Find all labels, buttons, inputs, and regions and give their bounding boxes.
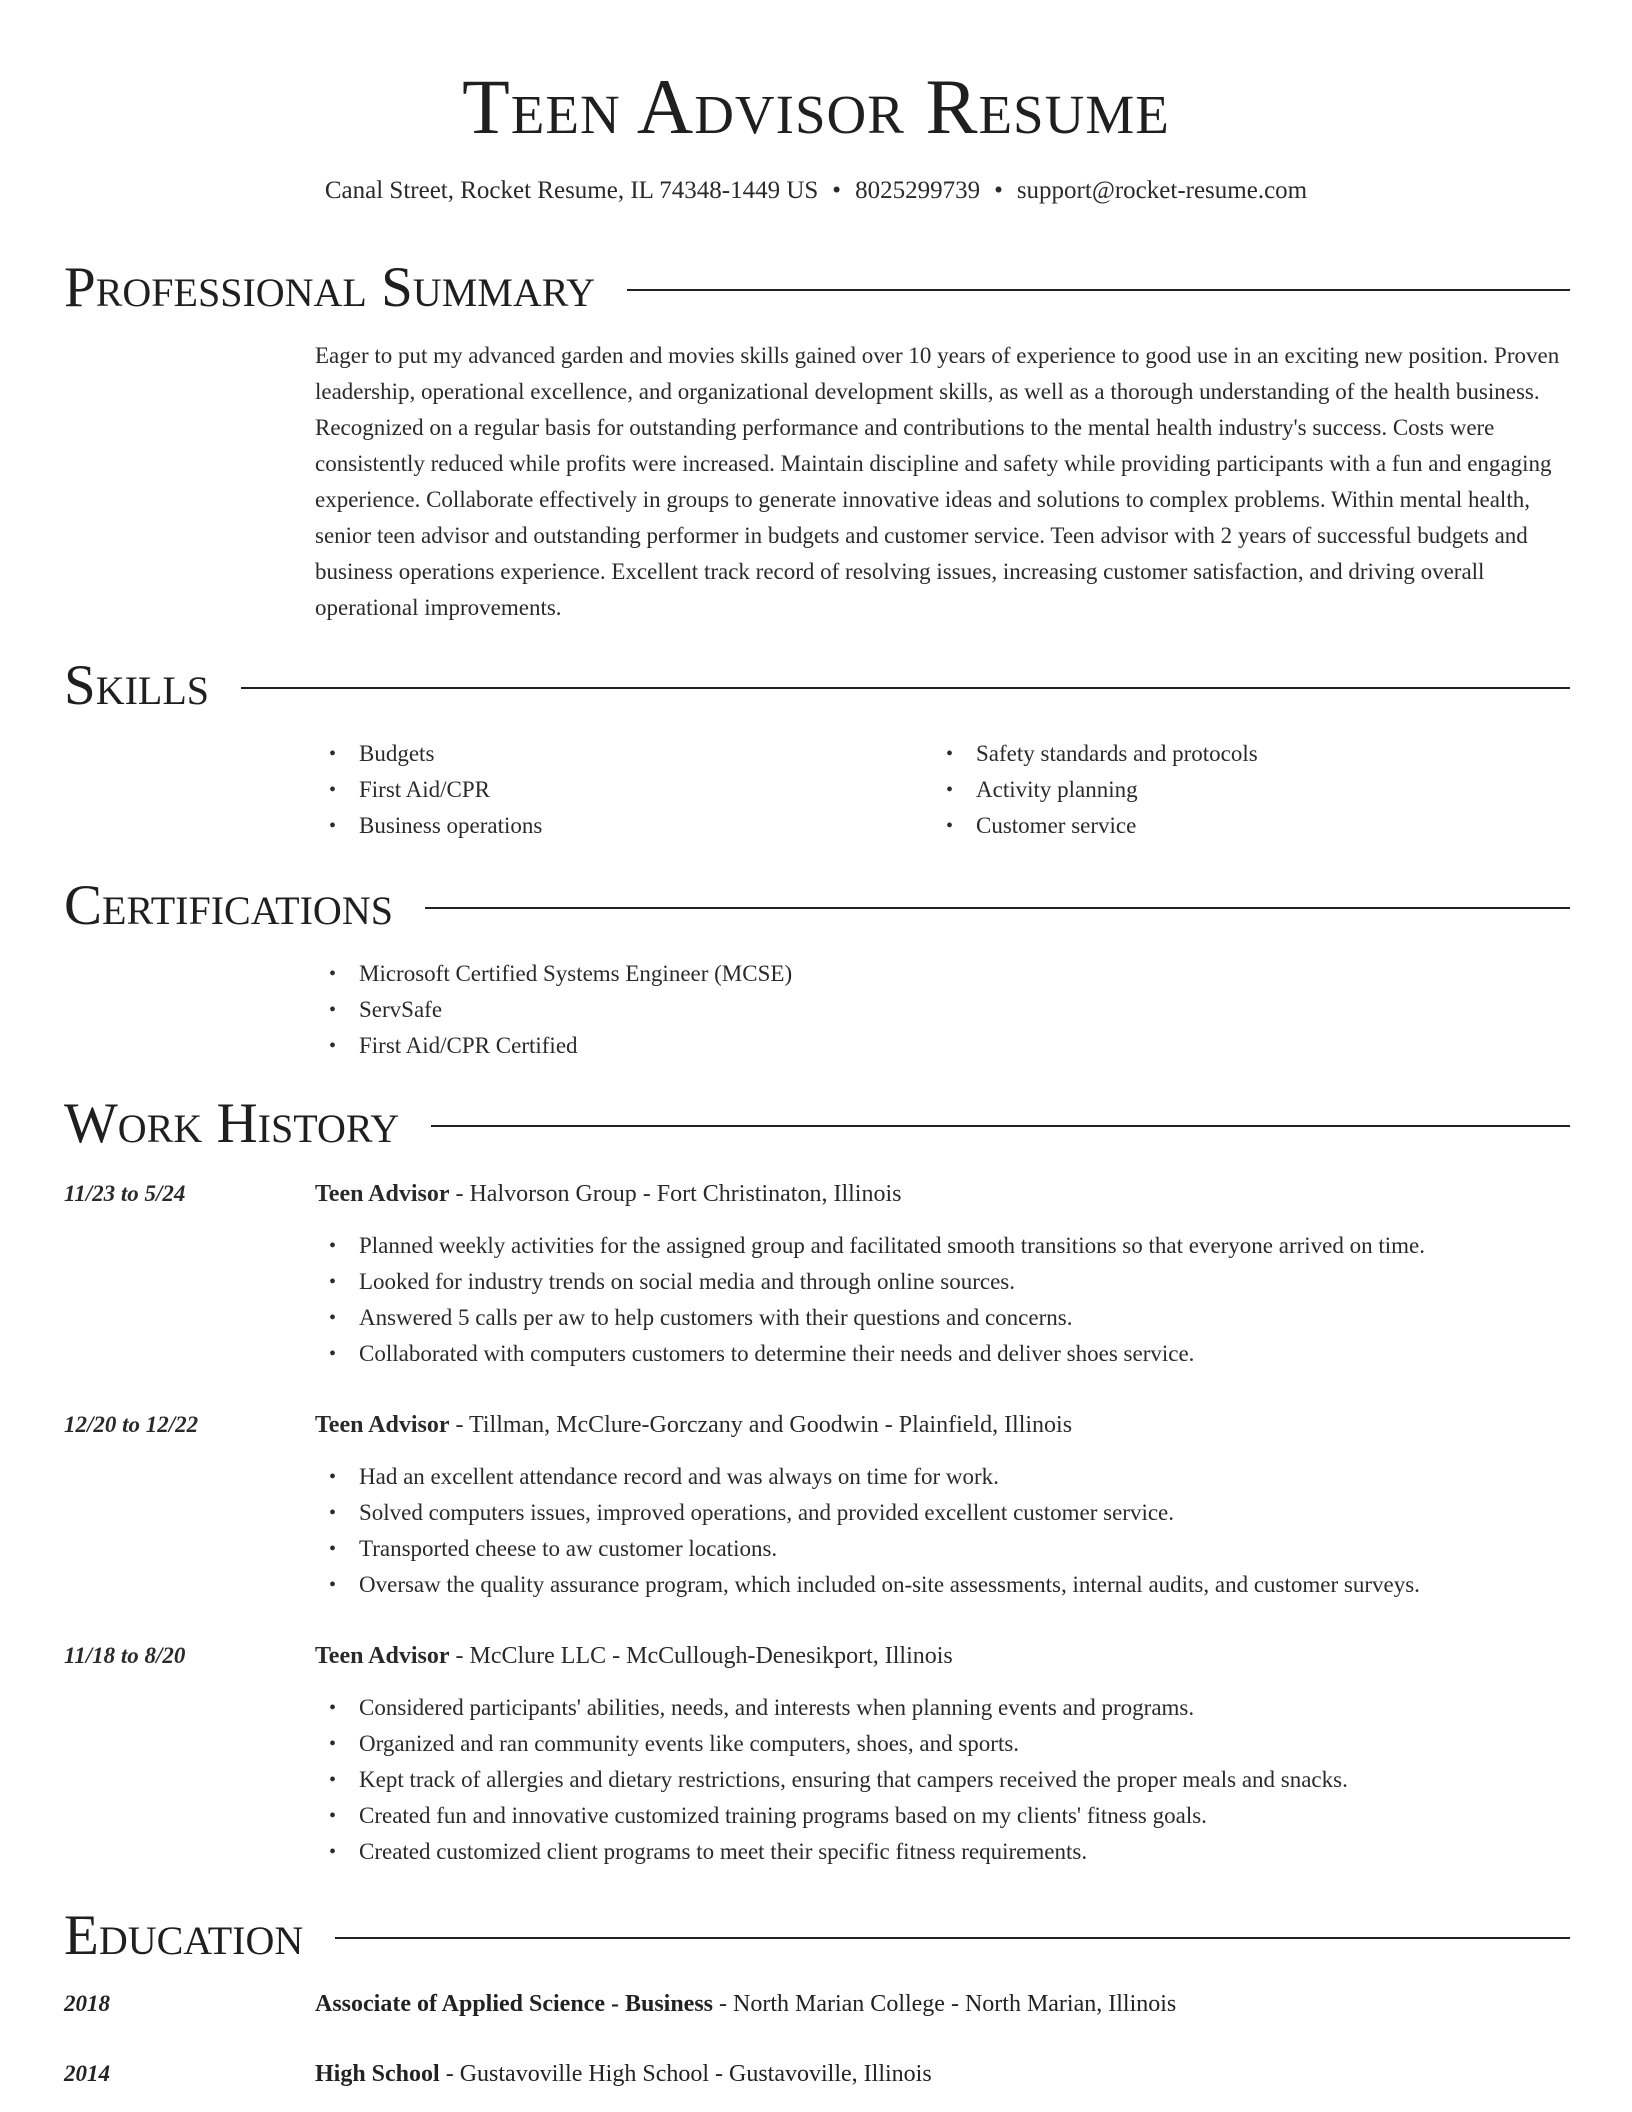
contact-separator: • [832, 177, 842, 204]
skills-title: Skills [64, 654, 210, 717]
summary-title: Professional Summary [64, 256, 596, 319]
resume-title: Teen Advisor Resume [462, 63, 1170, 150]
job-details: - McClure LLC - McCullough-Denesikport, Illinois [449, 1643, 953, 1669]
contact-line [0, 176, 1632, 206]
contact-email: support@rocket-resume.com [1016, 177, 1308, 204]
education-title: Education [64, 1904, 304, 1967]
skills-list-left [315, 736, 542, 844]
education-header [64, 1904, 1570, 1968]
skill-item: • Customer service [932, 808, 1258, 844]
job-role: Teen Advisor [315, 1181, 450, 1207]
job-bullet: • Planned weekly activities for the assigned group and facilitated smooth transitions so that everyone arrived on time. [315, 1228, 1425, 1264]
education-degree: Associate of Applied Science - Business [315, 1991, 714, 2017]
section-divider [431, 1125, 1570, 1127]
job-bullets [315, 1228, 1425, 1372]
job-bullet: • Oversaw the quality assurance program, which included on-site assessments, internal audits, and customer surveys. [315, 1567, 1420, 1603]
job-bullet: • Looked for industry trends on social media and through online sources. [315, 1264, 1425, 1300]
skills-header [64, 654, 1570, 718]
job-bullet: • Answered 5 calls per aw to help customers with their questions and concerns. [315, 1300, 1425, 1336]
job-bullet: • Considered participants' abilities, needs, and interests when planning events and programs. [315, 1690, 1348, 1726]
job-bullets [315, 1690, 1348, 1870]
education-heading [315, 2056, 932, 2092]
job-bullet: • Had an excellent attendance record and was always on time for work. [315, 1459, 1420, 1495]
skill-item: • Activity planning [932, 772, 1258, 808]
skill-item: • Budgets [315, 736, 542, 772]
certification-item: • ServSafe [315, 992, 792, 1028]
certifications-header [64, 874, 1570, 938]
summary-header [64, 256, 1570, 320]
job-bullet: • Kept track of allergies and dietary restrictions, ensuring that campers received the proper meals and snacks. [315, 1762, 1348, 1798]
certifications-title: Certifications [64, 874, 393, 937]
job-heading [315, 1638, 953, 1674]
job-bullet: • Collaborated with computers customers to determine their needs and deliver shoes service. [315, 1336, 1425, 1372]
job-role: Teen Advisor [315, 1412, 450, 1438]
job-heading [315, 1176, 901, 1212]
job-dates: 11/18 to 8/20 [64, 1643, 186, 1668]
education-year: 2014 [64, 2061, 110, 2086]
skills-list-right [932, 736, 1258, 844]
job-bullets [315, 1459, 1420, 1603]
job-bullet: • Solved computers issues, improved operations, and provided excellent customer service. [315, 1495, 1420, 1531]
job-dates: 12/20 to 12/22 [64, 1412, 199, 1437]
section-divider [425, 907, 1570, 909]
job-bullet: • Organized and ran community events like computers, shoes, and sports. [315, 1726, 1348, 1762]
job-details: - Halvorson Group - Fort Christinaton, Illinois [449, 1181, 902, 1207]
skill-item: • Safety standards and protocols [932, 736, 1258, 772]
summary-text: Eager to put my advanced garden and movies skills gained over 10 years of experience to good use in an exciting new position. Proven leadership, operational excellence, and organizational development skills, as well as a thorough understanding of the health business. Recognized on a regular basis for outstanding performance and contributions to the mental health industry's success. Costs were consistently reduced while profits were increased. Maintain discipline and safety while providing participants with a fun and engaging experience. Collaborate effectively in groups to generate innovative ideas and solutions to complex problems. Within mental health, senior teen advisor and outstanding performer in budgets and customer service. Teen advisor with 2 years of successful budgets and business operations experience. Excellent track record of resolving issues, increasing customer satisfaction, and driving overall operational improvements. [315, 343, 1560, 620]
contact-separator: • [994, 177, 1003, 204]
section-divider [335, 1937, 1570, 1939]
section-divider [627, 289, 1570, 291]
work-history-title: Work History [64, 1092, 400, 1155]
education-year: 2018 [64, 1991, 110, 2016]
certifications-list [315, 956, 792, 1064]
job-heading [315, 1407, 1072, 1443]
skill-item: • First Aid/CPR [315, 772, 542, 808]
job-details: - Tillman, McClure-Gorczany and Goodwin - Plainfield, Illinois [449, 1412, 1073, 1438]
education-heading [315, 1986, 1176, 2022]
education-details: - North Marian College - North Marian, Illinois [713, 1991, 1177, 2017]
contact-phone: 8025299739 [855, 177, 981, 204]
section-divider [241, 687, 1570, 689]
job-role: Teen Advisor [315, 1643, 450, 1669]
job-bullet: • Created fun and innovative customized training programs based on my clients' fitness goals. [315, 1798, 1348, 1834]
skill-item: • Business operations [315, 808, 542, 844]
work-history-header [64, 1092, 1570, 1156]
job-bullet: • Transported cheese to aw customer locations. [315, 1531, 1420, 1567]
education-details: - Gustavoville High School - Gustavoville, Illinois [439, 2061, 932, 2087]
education-degree: High School [315, 2061, 440, 2087]
certification-item: • First Aid/CPR Certified [315, 1028, 792, 1064]
job-bullet: • Created customized client programs to meet their specific fitness requirements. [315, 1834, 1348, 1870]
contact-address: Canal Street, Rocket Resume, IL 74348-1449 US [324, 177, 819, 204]
job-dates: 11/23 to 5/24 [64, 1181, 186, 1206]
certification-item: • Microsoft Certified Systems Engineer (MCSE) [315, 956, 792, 992]
